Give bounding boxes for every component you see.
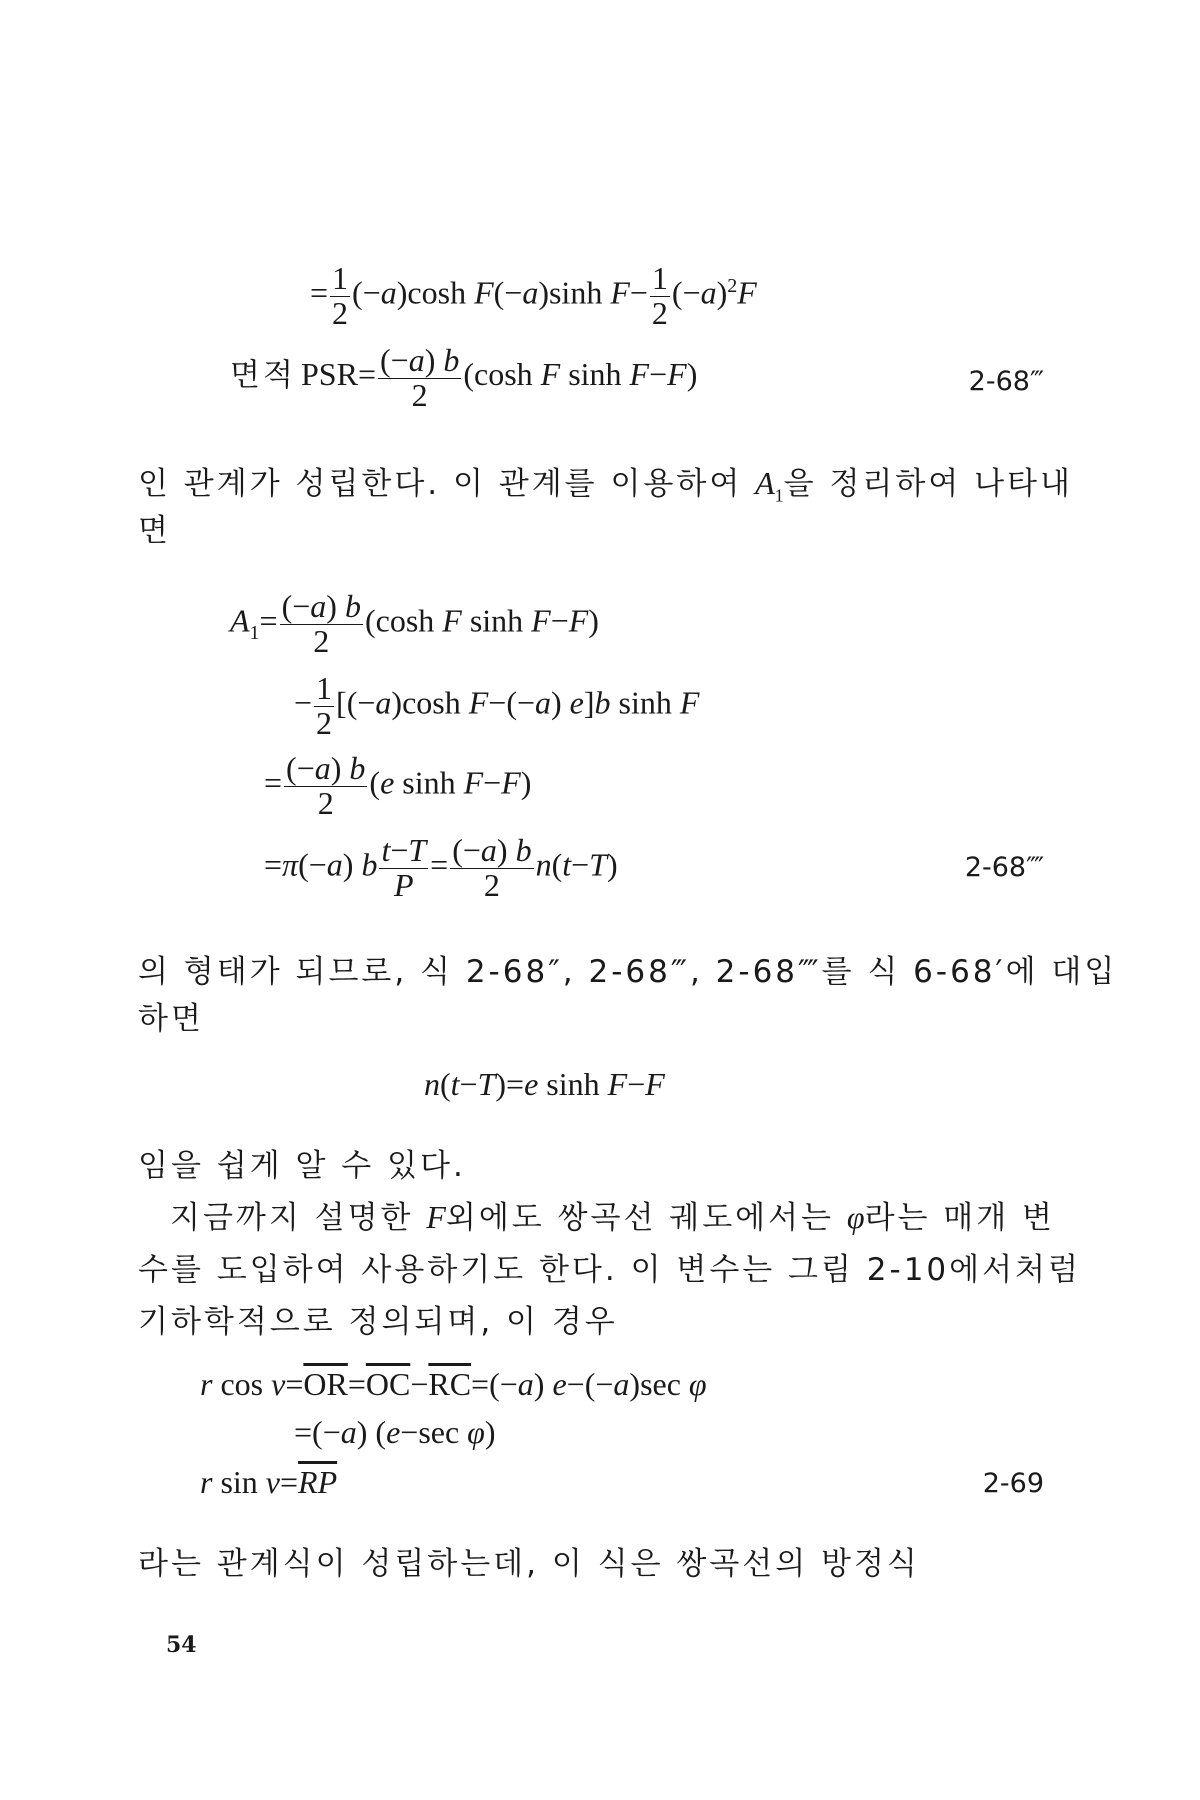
equation-r-cos-2: =(−a) (e−sec φ) [294,1414,496,1450]
page-number: 54 [166,1632,197,1658]
area-label: 면적 [230,357,296,394]
paragraph-line: 의 형태가 되므로, 식 2-68″, 2-68‴, 2-68⁗를 식 6-68′에 대입 [138,954,1118,990]
paragraph-line: 인 관계가 성립한다. 이 관계를 이용하여 $A_1$을 정리하여 나타내 [138,465,1073,506]
paragraph-line: 기하학적으로 정의되며, 이 경우 [138,1304,618,1340]
paragraph-line: 라는 관계식이 성립하는데, 이 식은 쌍곡선의 방정식 [138,1546,920,1582]
equation-a1-line-4: =π(−a) b $\frac{t-T}{P}$ = $\frac{(-a) b}{2}$ n(t−T) [264,832,618,903]
equation-r-sin: r $\sin \nu=\overline{RP}$ [200,1464,338,1500]
paragraph-line: 임을 쉽게 알 수 있다. [138,1148,466,1184]
equation-a1-line-1: $A_1=$ $\frac{(-a) b}{2}$ (cosh F sinh F−F) [230,588,599,659]
equation-hyperbolic-kepler: n(t−T)=e sinh F−F [424,1066,665,1102]
equation-number: 2-68‴ [968,366,1044,397]
paragraph-line: 하면 [138,1001,204,1037]
paragraph-line: 지금까지 설명한 F외에도 쌍곡선 궤도에서는 φ라는 매개 변 [170,1199,1056,1236]
paragraph-line: 면 [138,513,171,549]
equation-number: 2-68⁗ [964,852,1044,883]
equation-line-1: = $\frac{1}{2}$ (−a)cosh F(−a)sinh F− $\frac{1}{2}$ $(-a)^2F$ [310,260,757,331]
equation-a1-line-2: − $\frac{1}{2}$ [(−a)cosh F−(−a) e]b sinh F [294,670,700,741]
equation-r-cos: r $\cos \nu=\overline{OR}=\overline{OC}-\overline{RC}=(-a)$ e−(−a)sec φ [200,1366,707,1402]
equation-a1-line-3: = $\frac{(-a) b}{2}$ (e sinh F−F) [264,750,532,821]
equation-area-psr: 면적 PSR= $\frac{(-a) b}{2}$ (cosh F sinh F−F) [230,342,698,413]
equation-number: 2-69 [982,1468,1044,1499]
paragraph-line: 수를 도입하여 사용하기도 한다. 이 변수는 그림 2-10에서처럼 [138,1252,1081,1288]
